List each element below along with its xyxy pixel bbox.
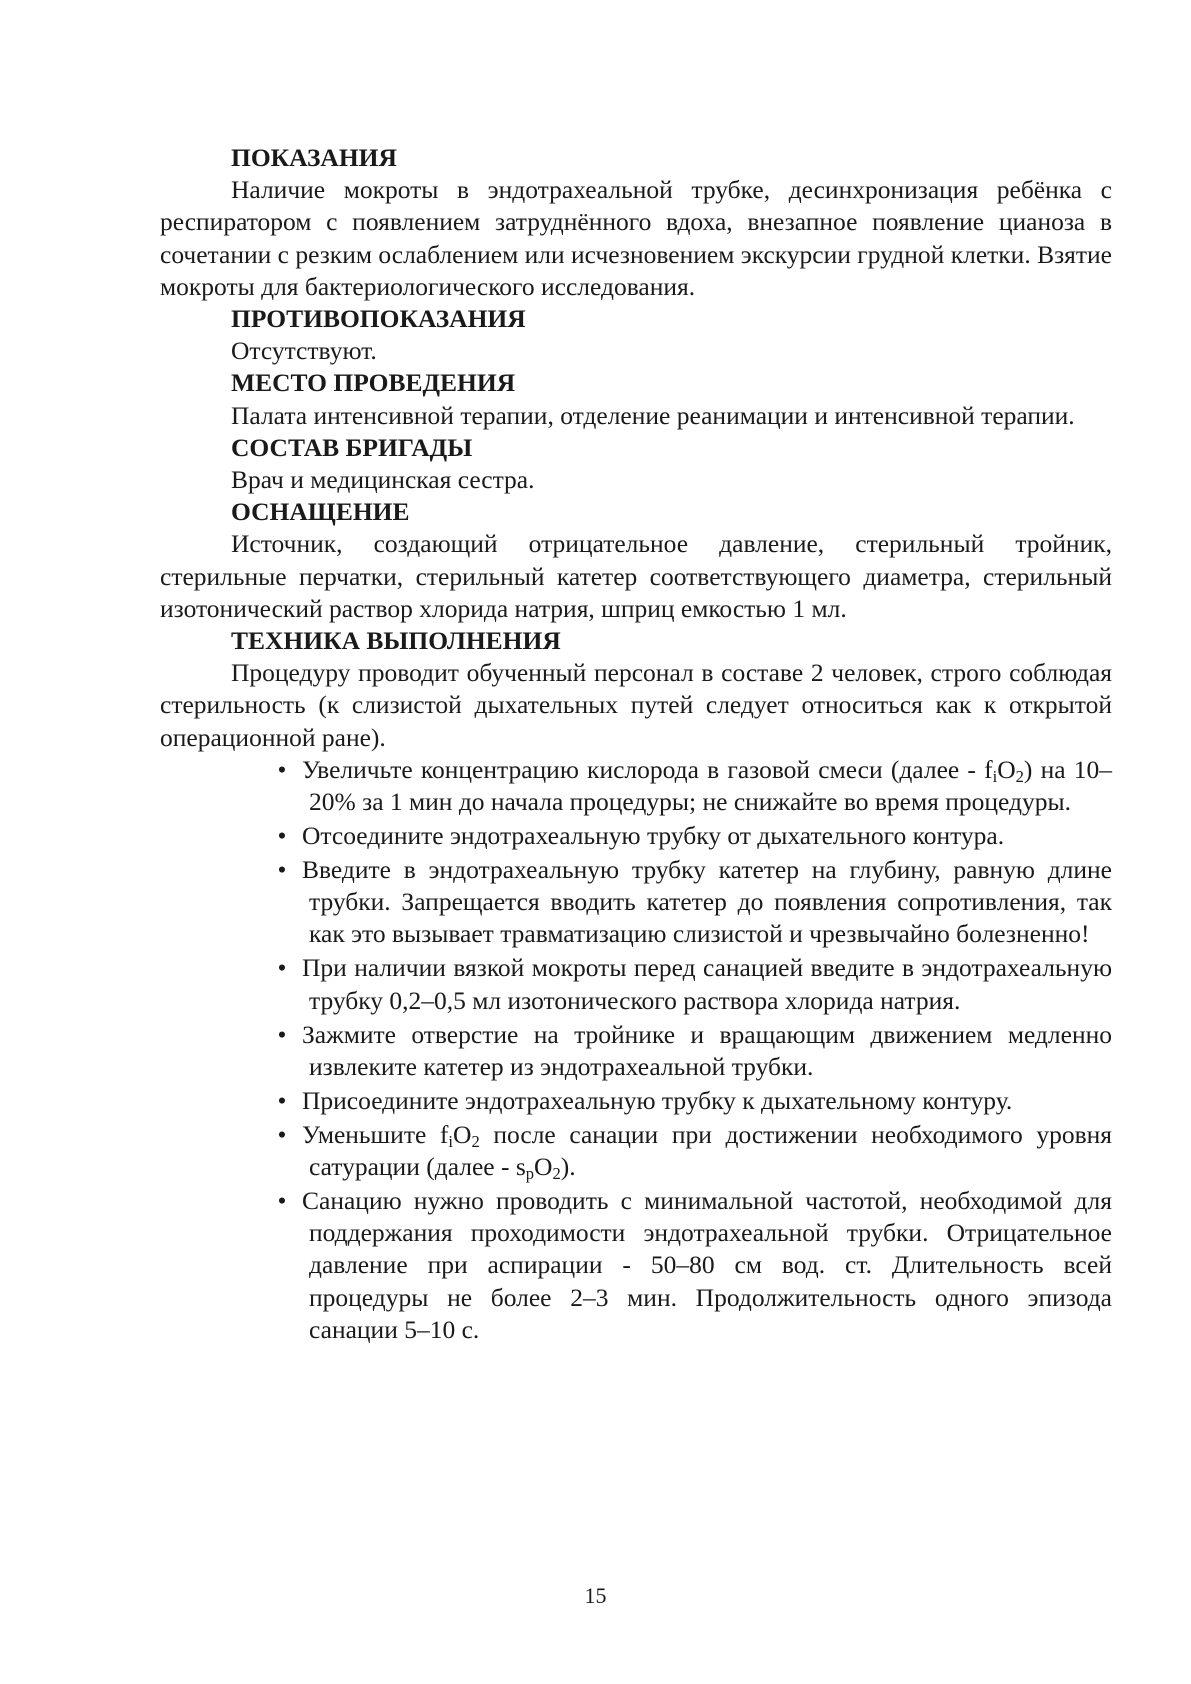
bullet-icon: •: [277, 1085, 287, 1115]
indications-heading: ПОКАЗАНИЯ: [231, 143, 397, 172]
list-item: [277, 754, 1112, 818]
bullet-icon: •: [277, 821, 287, 851]
bullet-icon: •: [277, 1019, 287, 1049]
contraindications-heading: ПРОТИВОПОКАЗАНИЯ: [231, 304, 526, 334]
bullet-icon: •: [277, 1119, 287, 1149]
list-item: [277, 1185, 1112, 1346]
list-item: [277, 854, 1112, 951]
step-text: При наличии вязкой мокроты перед санацией введите в эндотрахеальную трубку 0,2–0,5 мл изотонического раствора хлорида натрия.: [302, 953, 1112, 1015]
indications-text: Наличие мокроты в эндотрахеальной трубке, десинхронизация ребёнка с респиратором с появлением затруднённого вдоха, внезапное появление цианоза в сочетании с резким ослаблением или исчезновением экскурсии грудной клетки. Взятие мокроты для бактериологического исследования.: [160, 175, 1112, 301]
document-page: [160, 142, 1112, 1348]
place-text: Палата интенсивной терапии, отделение реанимации и интенсивной терапии.: [231, 400, 1075, 430]
list-item: [277, 820, 1112, 852]
technique-heading: ТЕХНИКА ВЫПОЛНЕНИЯ: [231, 626, 561, 656]
list-item: [277, 1085, 1112, 1117]
equipment-heading: ОСНАЩЕНИЕ: [231, 497, 410, 527]
equipment-text: Источник, создающий отрицательное давление, стерильный тройник, стерильные перчатки, стерильный катетер соответствующего диаметра, стерильный изотонический раствор хлорида натрия, шприц емкостью 1 мл.: [160, 529, 1112, 623]
procedure-steps-list: [160, 754, 1112, 1346]
bullet-icon: •: [277, 1186, 287, 1216]
step-text: Зажмите отверстие на тройнике и вращающим движением медленно извлеките катетер из эндотрахеальной трубки.: [302, 1019, 1112, 1081]
step-text: Отсоедините эндотрахеальную трубку от дыхательного контура.: [302, 821, 1005, 851]
step-text: Уменьшите $f_iO_2$ после санации при достижении необходимого уровня сатурации (далее - $s_pO_2$).: [302, 1119, 1112, 1184]
step-text: Присоедините эндотрахеальную трубку к дыхательному контуру.: [302, 1085, 1013, 1115]
list-item: [277, 1119, 1112, 1184]
team-heading: СОСТАВ БРИГАДЫ: [231, 432, 473, 462]
bullet-icon: •: [277, 855, 287, 885]
technique-text: Процедуру проводит обученный персонал в составе 2 человек, строго соблюдая стерильность (к слизистой дыхательных путей следует относиться как к открытой операционной ране).: [160, 658, 1112, 752]
bullet-icon: •: [277, 953, 287, 983]
team-text: Врач и медицинская сестра.: [231, 465, 535, 495]
contraindications-text: Отсутствуют.: [231, 336, 377, 366]
bullet-icon: •: [277, 754, 287, 784]
list-item: [277, 952, 1112, 1016]
step-text: Введите в эндотрахеальную трубку катетер на глубину, равную длине трубки. Запрещается вводить катетер до появления сопротивления, так как это вызывает травматизацию слизистой и чрезвычайно болезненно!: [302, 855, 1112, 949]
page-number: 15: [584, 1583, 607, 1608]
place-heading: МЕСТО ПРОВЕДЕНИЯ: [231, 368, 516, 398]
step-text: Санацию нужно проводить с минимальной частотой, необходимой для поддержания проходимости эндотрахеальной трубки. Отрицательное давление при аспирации - 50–80 см вод. ст. Длительность всей процедуры не более 2–3 мин. Продолжительность одного эпизода санации 5–10 с.: [302, 1186, 1112, 1344]
step-text: Увеличьте концентрацию кислорода в газовой смеси (далее - $f_iO_2$) на 10–20% за 1 мин до начала процедуры; не снижайте во время процедуры.: [302, 754, 1112, 817]
list-item: [277, 1019, 1112, 1083]
